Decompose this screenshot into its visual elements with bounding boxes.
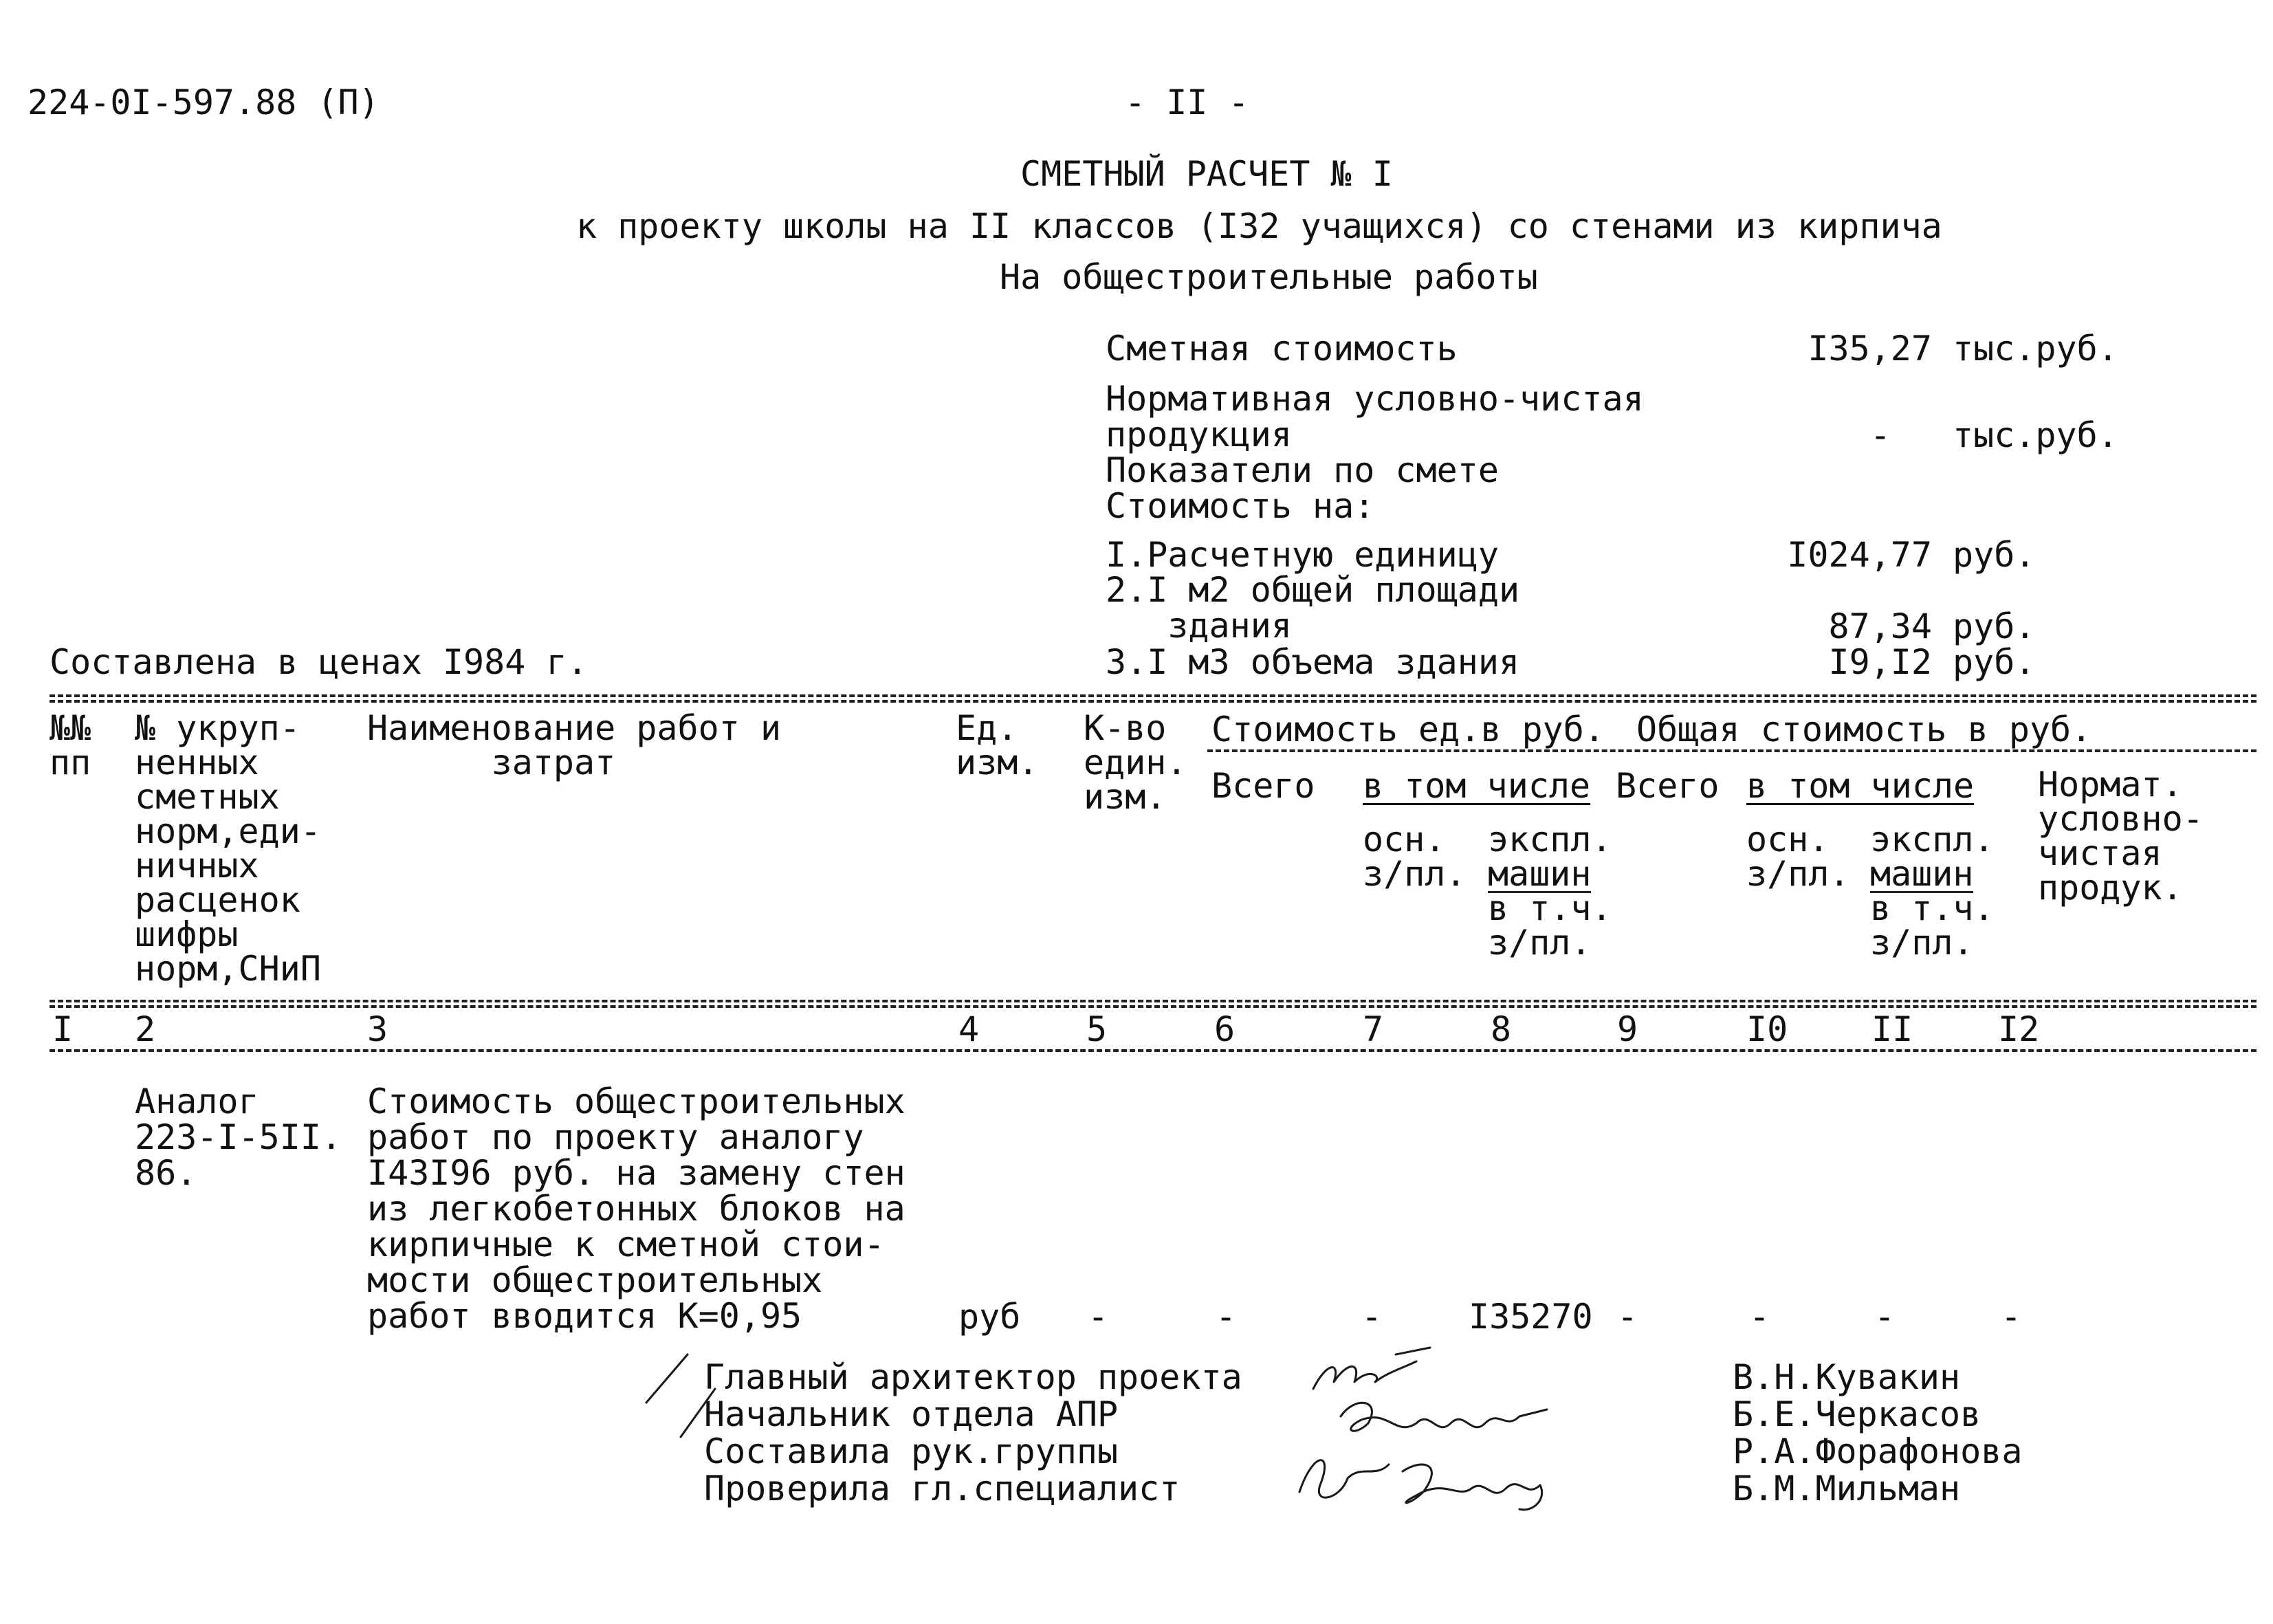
summary-indicators-heading: Показатели по смете Стоимость на:: [1106, 450, 1499, 526]
signature-role: Начальник отдела АПР: [704, 1394, 1119, 1434]
signature-role: Проверила гл.специалист: [704, 1469, 1181, 1508]
header-bottom-rule-double: [50, 1005, 2256, 1008]
column-number: 3: [367, 1009, 388, 1049]
signature-name: Б.М.Мильман: [1733, 1469, 1961, 1508]
summary-value-area-cost: 87,34: [1828, 606, 1932, 646]
row-total-machine: -: [1874, 1297, 1896, 1337]
row-net-product: -: [2001, 1297, 2022, 1337]
row-description: Стоимость общестроительных работ по проекту аналогу I43I96 руб. на замену стен из легкобетонных блоков на кирпичные к сметной стои- мости общестроительных работ вводится К=0,95: [367, 1082, 905, 1336]
signature-name: Р.А.Форафонова: [1733, 1431, 2023, 1471]
summary-unit-volume-cost: руб.: [1953, 642, 2036, 682]
column-number: I0: [1746, 1009, 1788, 1049]
row-quantity: -: [1088, 1297, 1109, 1337]
summary-value-estimated-cost: I35,27: [1808, 329, 1932, 369]
summary-value-unit-cost: I024,77: [1787, 535, 1932, 575]
summary-unit-area-cost: руб.: [1953, 606, 2036, 646]
row-unit: руб: [958, 1297, 1021, 1337]
summary-label-unit-cost: I.Расчетную единицу: [1106, 535, 1499, 575]
column-number: 5: [1086, 1009, 1108, 1049]
header-col-index: №№ пп: [50, 708, 91, 782]
machine-underline-unit: [1488, 891, 1591, 893]
column-number: 2: [135, 1009, 156, 1049]
work-type-title: На общестроительные работы: [1000, 257, 1538, 297]
header-total-cost-total: Всего: [1616, 766, 1720, 806]
column-number: II: [1871, 1009, 1913, 1049]
column-number: 7: [1363, 1009, 1384, 1049]
header-col-quantity: К-во един. изм.: [1084, 708, 1187, 817]
row-unit-cost-total: -: [1216, 1297, 1237, 1337]
row-unit-cost-machine: I35270: [1469, 1297, 1593, 1337]
header-group-unit-cost: Стоимость ед.в руб.: [1211, 710, 1605, 749]
header-col-work-name: Наименование работ и затрат: [367, 708, 782, 782]
machine-underline-total: [1870, 891, 1973, 893]
cost-group-rule: [1207, 749, 2256, 752]
header-unit-cost-machine: экспл. машин: [1488, 820, 1612, 894]
document-subtitle: к проекту школы на II классов (I32 учащихся) со стенами из кирпича: [576, 206, 1942, 246]
row-norm-code: Аналог 223-I-5II. 86.: [135, 1082, 342, 1193]
header-group-total-cost: Общая стоимость в руб.: [1636, 710, 2092, 749]
header-unit-cost-machine-wage: в т.ч. з/пл.: [1488, 888, 1612, 963]
summary-unit-unit-cost: руб.: [1953, 535, 2036, 575]
summary-value-net-product: -: [1869, 415, 1891, 455]
header-bottom-rule: [50, 1000, 2256, 1002]
summary-label-area-cost: 2.I м2 общей площади здания: [1106, 570, 1520, 646]
signature-role: Главный архитектор проекта: [704, 1357, 1242, 1397]
column-number: 9: [1617, 1009, 1638, 1049]
table-top-rule-double: [50, 700, 2256, 703]
header-col-unit: Ед. изм.: [956, 708, 1039, 782]
header-col-norm-code: № укруп- ненных сметных норм,еди- ничных расценок шифры норм,СНиП: [135, 708, 321, 989]
header-total-cost-machine: экспл. машин: [1870, 820, 1995, 894]
summary-label-net-product: Нормативная условно-чистая продукция: [1106, 379, 1644, 454]
handwritten-signatures: [1286, 1341, 1643, 1519]
page-number: - II -: [1125, 83, 1249, 122]
summary-label-estimated-cost: Сметная стоимость: [1106, 329, 1458, 369]
header-unit-cost-base-wage: осн. з/пл.: [1363, 820, 1467, 894]
column-number: 4: [958, 1009, 980, 1049]
summary-label-volume-cost: 3.I м3 объема здания: [1106, 642, 1520, 682]
signature-name: Б.Е.Черкасов: [1733, 1394, 1981, 1434]
header-total-cost-including: в том числе: [1746, 766, 1975, 806]
column-number: 8: [1491, 1009, 1512, 1049]
column-number: I2: [1998, 1009, 2040, 1049]
signature-name: В.Н.Кувакин: [1733, 1357, 1961, 1397]
summary-unit-estimated-cost: тыс.руб.: [1953, 329, 2118, 369]
column-number: I: [52, 1009, 74, 1049]
document-code: 224-0I-597.88 (П): [28, 83, 380, 122]
row-total-cost: -: [1617, 1297, 1638, 1337]
document-title: СМЕТНЫЙ РАСЧЕТ № I: [1020, 154, 1393, 194]
summary-value-volume-cost: I9,I2: [1828, 642, 1932, 682]
header-unit-cost-total: Всего: [1211, 766, 1315, 806]
header-total-cost-machine-wage: в т.ч. з/пл.: [1870, 888, 1995, 963]
column-numbers-rule: [50, 1049, 2256, 1052]
header-total-cost-base-wage: осн. з/пл.: [1746, 820, 1850, 894]
header-unit-cost-including: в том числе: [1363, 766, 1591, 806]
signature-role: Составила рук.группы: [704, 1431, 1119, 1471]
header-col-net-product: Нормат. условно- чистая продук.: [2038, 765, 2204, 908]
row-total-base-wage: -: [1749, 1297, 1770, 1337]
column-number: 6: [1214, 1009, 1236, 1049]
row-unit-cost-base-wage: -: [1361, 1297, 1383, 1337]
summary-unit-net-product: тыс.руб.: [1953, 415, 2118, 455]
prices-note: Составлена в ценах I984 г.: [50, 642, 588, 682]
table-top-rule: [50, 694, 2256, 697]
